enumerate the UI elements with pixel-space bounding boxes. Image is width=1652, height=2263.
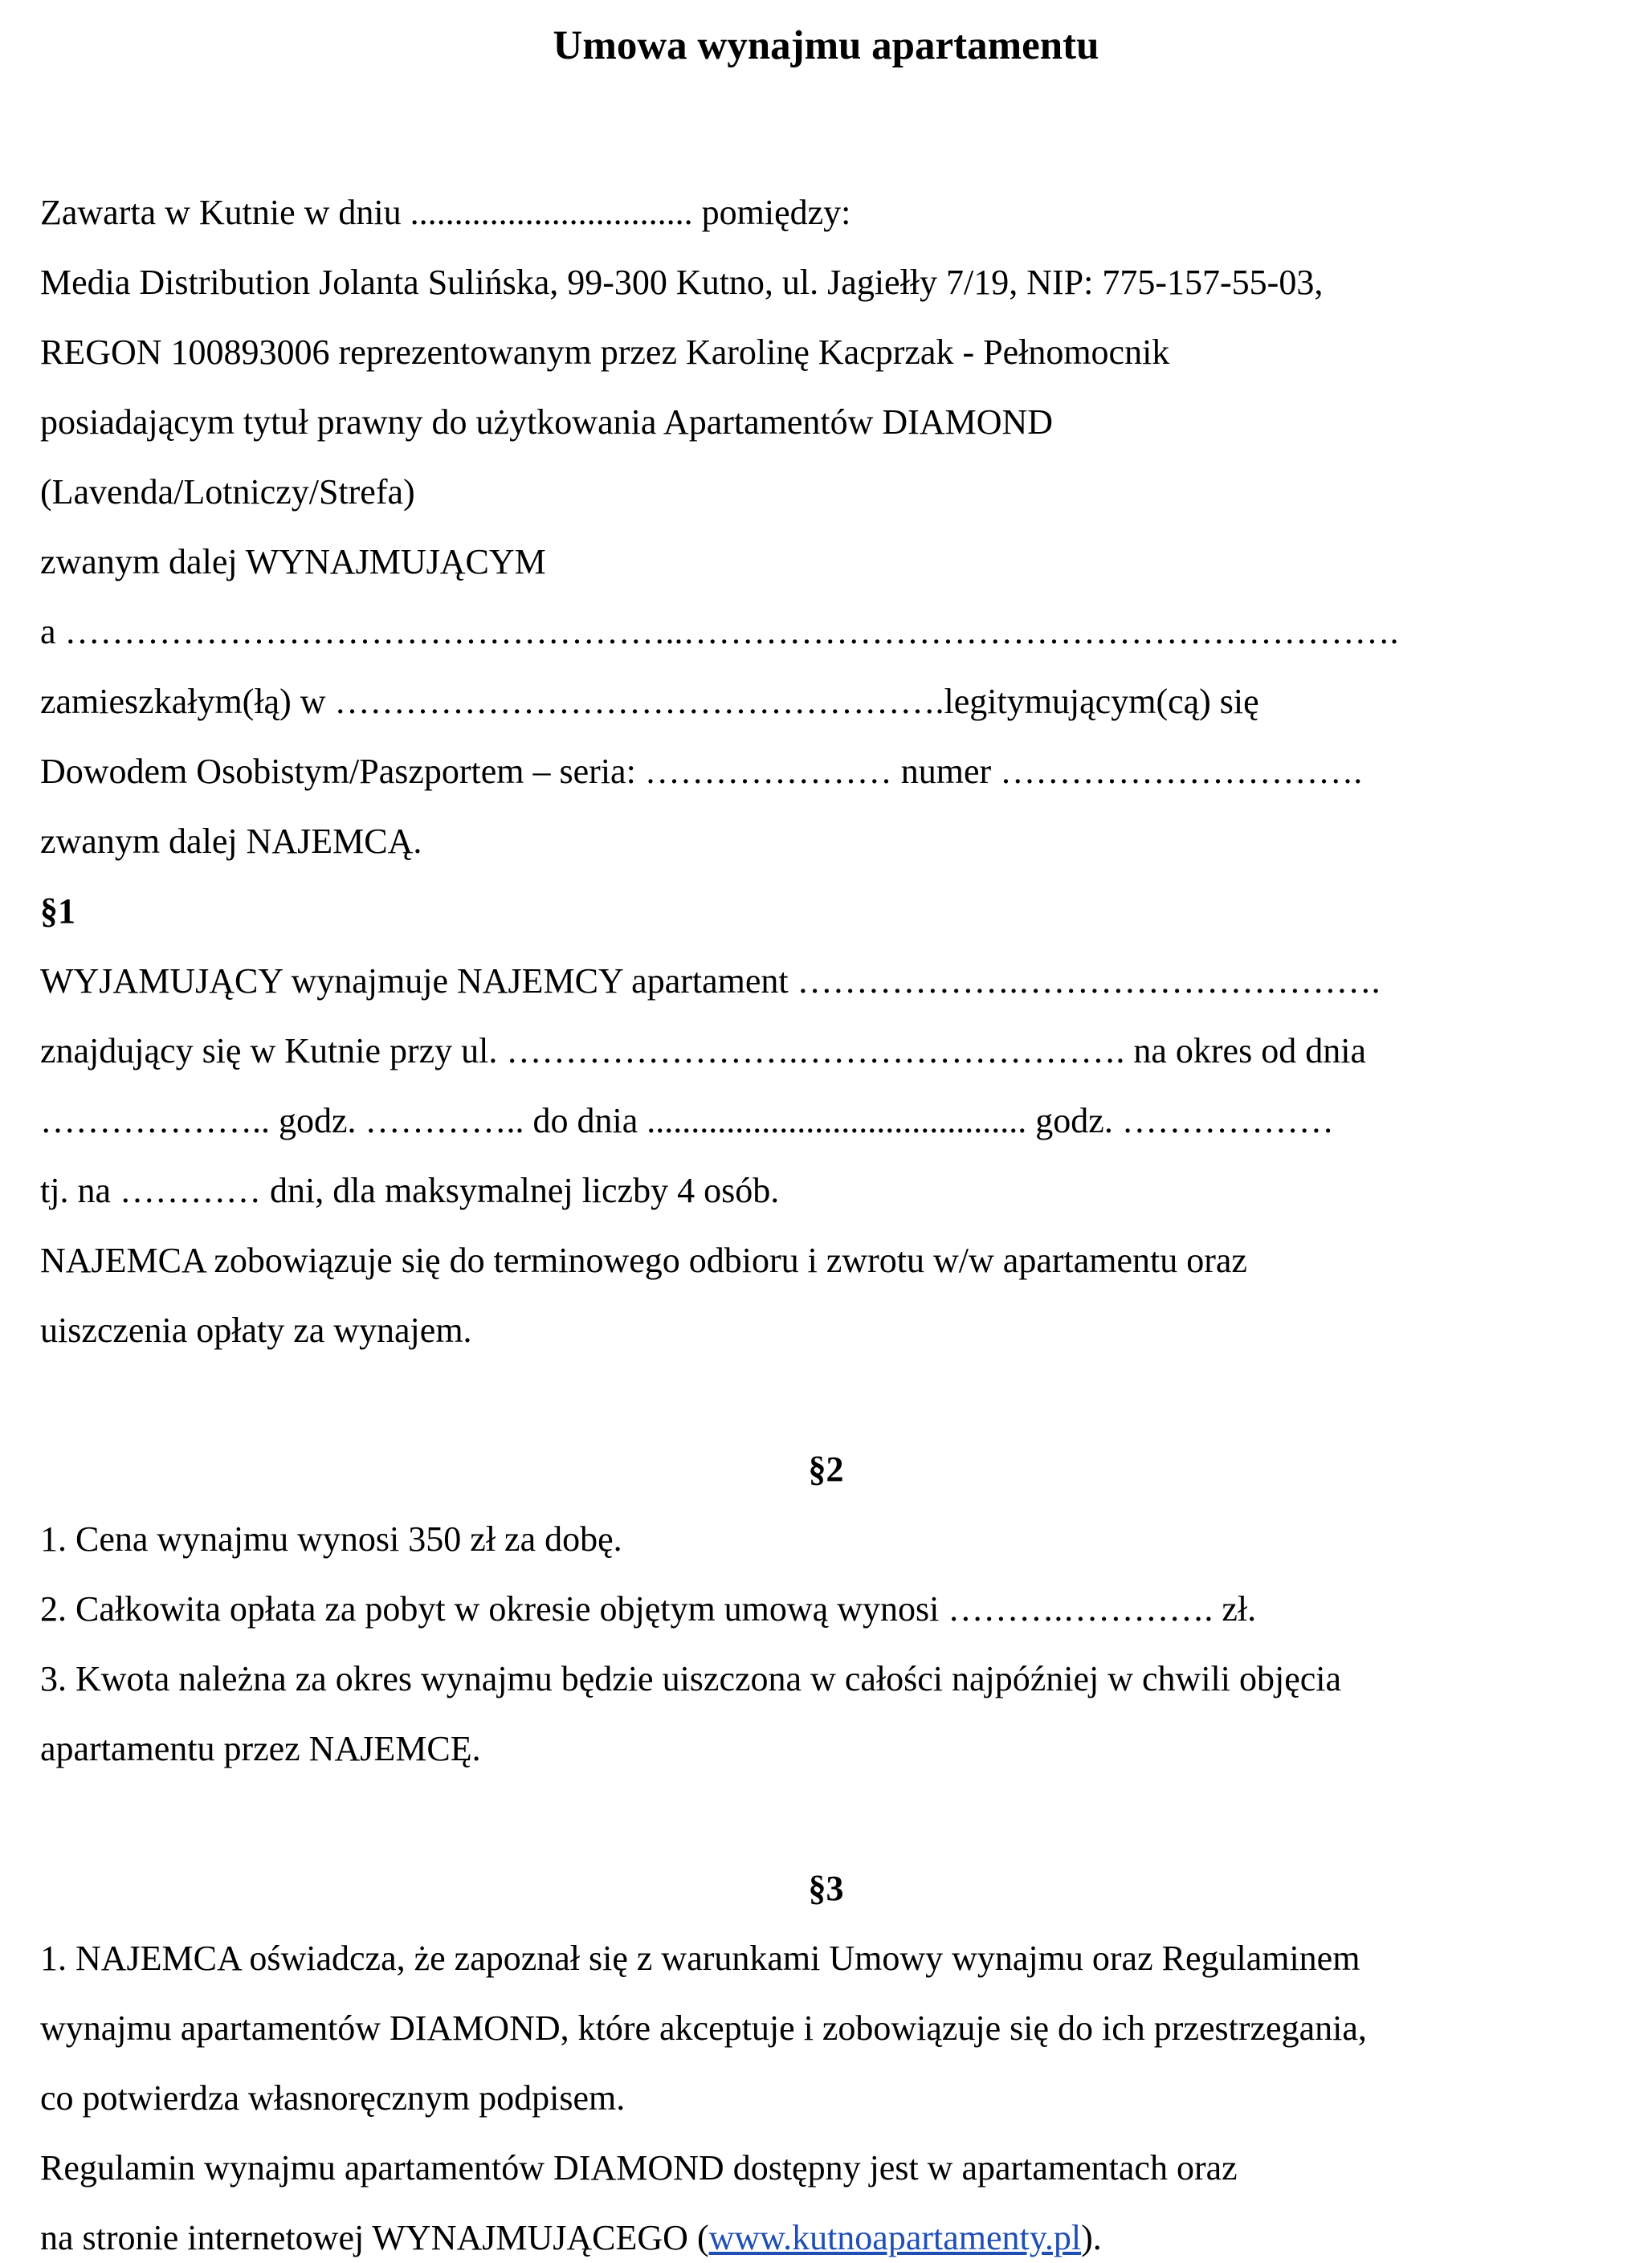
section-3-line: Regulamin wynajmu apartamentów DIAMOND dostępny jest w apartamentach oraz bbox=[40, 2148, 1238, 2188]
section-3-last-line bbox=[40, 2214, 1102, 2262]
tenant-name-field[interactable]: a ……………………………………………..……………………………………………………. bbox=[40, 612, 1399, 651]
section-3-line: co potwierdza własnoręcznym podpisem. bbox=[40, 2078, 626, 2118]
section-1-heading: §1 bbox=[40, 891, 75, 931]
section-2-line: apartamentu przez NAJEMCĘ. bbox=[40, 1729, 481, 1768]
section-2-line: 2. Całkowita opłata za pobyt w okresie objętym umową wynosi ……….…………. zł. bbox=[40, 1589, 1257, 1629]
intro-line: Media Distribution Jolanta Sulińska, 99-300 Kutno, ul. Jagiełły 7/19, NIP: 775-157-55-03, bbox=[40, 263, 1324, 302]
section-2-line: 3. Kwota należna za okres wynajmu będzie uiszczona w całości najpóźniej w chwili objęcia bbox=[40, 1659, 1342, 1698]
section-3-line: 1. NAJEMCA oświadcza, że zapoznał się z warunkami Umowy wynajmu oraz Regulaminem bbox=[40, 1939, 1360, 1978]
last-line-suffix: ). bbox=[1081, 2218, 1102, 2257]
section-1-line: ……………….. godz. ………….. do dnia ........................................... godz. ……………… bbox=[40, 1101, 1334, 1140]
tenant-address-field[interactable]: zamieszkałym(łą) w …………………………………………….legitymującym(cą) się bbox=[40, 682, 1259, 721]
section-1-line: tj. na ………… dni, dla maksymalnej liczby 4 osób. bbox=[40, 1171, 780, 1210]
section-3-line: wynajmu apartamentów DIAMOND, które akceptuje i zobowiązuje się do ich przestrzegania, bbox=[40, 2008, 1367, 2048]
intro-line: zwanym dalej WYNAJMUJĄCYM bbox=[40, 542, 546, 581]
intro-line: REGON 100893006 reprezentowanym przez Karolinę Kacprzak - Pełnomocnik bbox=[40, 332, 1170, 372]
section-1-line: NAJEMCA zobowiązuje się do terminowego odbioru i zwrotu w/w apartamentu oraz bbox=[40, 1241, 1247, 1280]
website-link[interactable]: www.kutnoapartamenty.pl bbox=[708, 2218, 1082, 2257]
tenant-id-field[interactable]: Dowodem Osobistym/Paszportem – seria: ………………… numer …………………………. bbox=[40, 752, 1363, 791]
document-title: Umowa wynajmu apartamentu bbox=[553, 23, 1099, 68]
section-2-heading: §2 bbox=[808, 1450, 844, 1489]
section-1-line: znajdujący się w Kutnie przy ul. …………………….………………………. na okres od dnia bbox=[40, 1031, 1366, 1070]
section-1-line: WYJAMUJĄCY wynajmuje NAJEMCY apartament ……………….…………………………. bbox=[40, 961, 1381, 1001]
intro-line: Zawarta w Kutnie w dniu ................................ pomiędzy: bbox=[40, 193, 851, 232]
section-2-line: 1. Cena wynajmu wynosi 350 zł za dobę. bbox=[40, 1519, 622, 1559]
last-line-prefix: na stronie internetowej WYNAJMUJĄCEGO ( bbox=[40, 2218, 709, 2257]
intro-line: posiadającym tytuł prawny do użytkowania Apartamentów DIAMOND bbox=[40, 402, 1054, 442]
intro-line: (Lavenda/Lotniczy/Strefa) bbox=[40, 472, 415, 512]
section-3-heading: §3 bbox=[808, 1869, 844, 1908]
intro-line: zwanym dalej NAJEMCĄ. bbox=[40, 822, 422, 861]
section-1-line: uiszczenia opłaty za wynajem. bbox=[40, 1311, 472, 1350]
